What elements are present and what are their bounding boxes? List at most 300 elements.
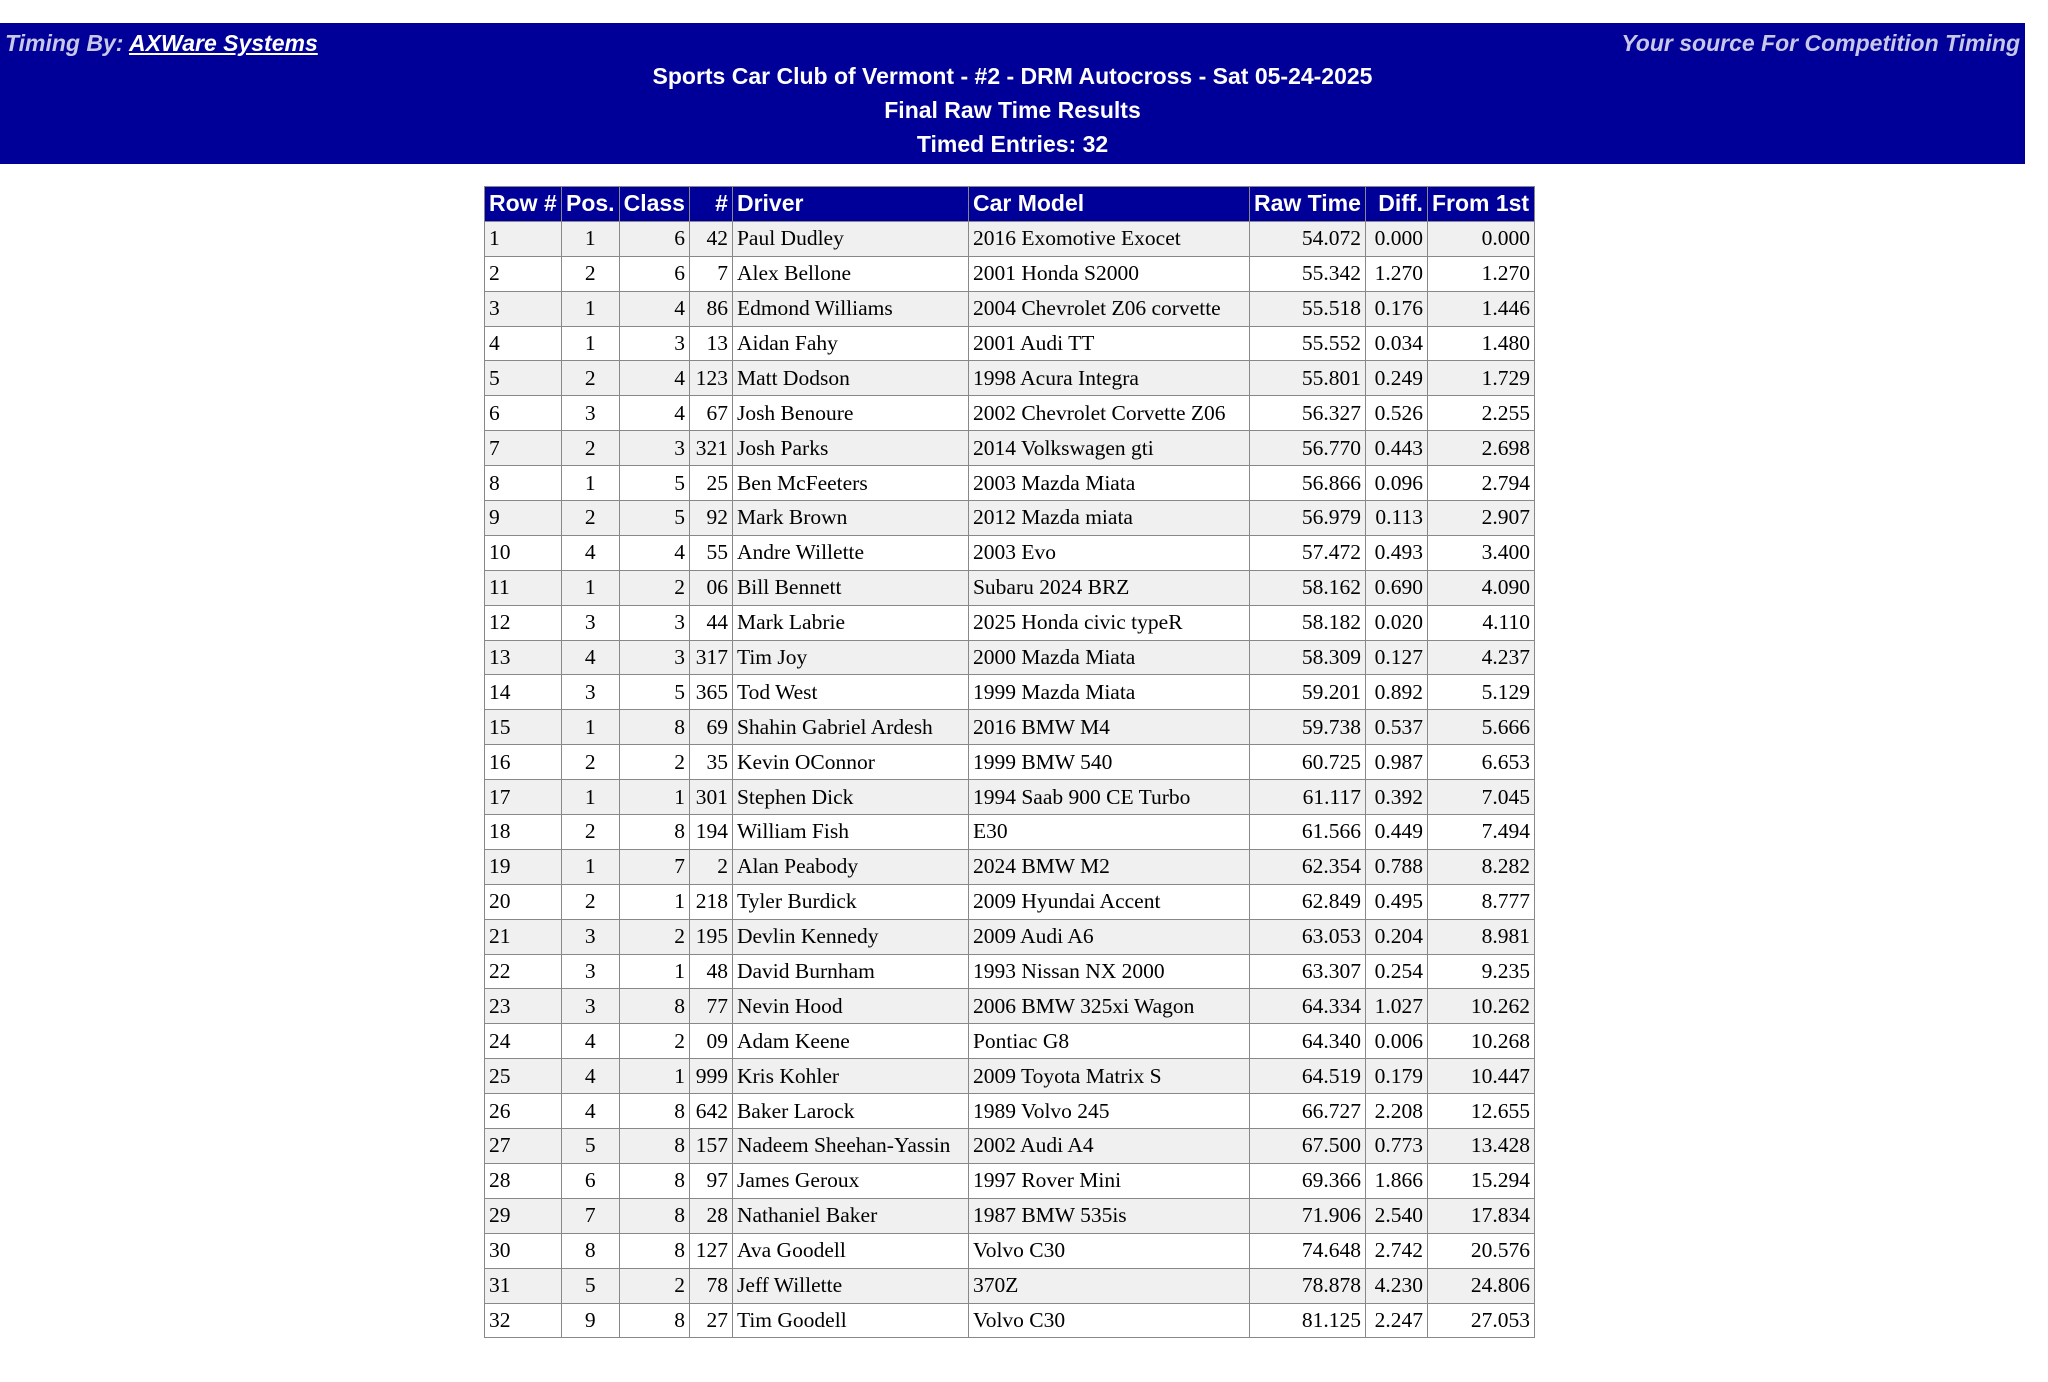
table-row <box>485 780 1535 815</box>
col-driver: Driver <box>732 187 968 222</box>
class-cell: 2 <box>619 1268 689 1303</box>
class-cell: 8 <box>619 815 689 850</box>
table-row <box>485 1268 1535 1303</box>
class-cell: 8 <box>619 989 689 1024</box>
class-cell: 5 <box>619 466 689 501</box>
col-number: # <box>689 187 732 222</box>
driver-name-cell: Aidan Fahy <box>732 326 968 361</box>
row-number-cell: 1 <box>485 221 562 256</box>
from-first-cell: 1.480 <box>1427 326 1534 361</box>
position-cell: 1 <box>562 570 620 605</box>
position-cell: 4 <box>562 1024 620 1059</box>
diff-cell: 0.034 <box>1365 326 1427 361</box>
car-model-cell: 2016 BMW M4 <box>968 710 1249 745</box>
car-number-cell: 55 <box>689 535 732 570</box>
col-pos: Pos. <box>562 187 620 222</box>
results-table <box>484 186 1535 1338</box>
raw-time-cell: 67.500 <box>1249 1129 1365 1164</box>
table-row <box>485 535 1535 570</box>
driver-name-cell: Tod West <box>732 675 968 710</box>
car-number-cell: 06 <box>689 570 732 605</box>
tagline: Your source For Competition Timing <box>1621 30 2020 56</box>
car-number-cell: 127 <box>689 1233 732 1268</box>
row-number-cell: 28 <box>485 1163 562 1198</box>
position-cell: 7 <box>562 1198 620 1233</box>
table-row <box>485 1024 1535 1059</box>
car-number-cell: 194 <box>689 815 732 850</box>
car-number-cell: 7 <box>689 256 732 291</box>
car-model-cell: 2003 Mazda Miata <box>968 466 1249 501</box>
position-cell: 1 <box>562 326 620 361</box>
raw-time-cell: 64.519 <box>1249 1059 1365 1094</box>
raw-time-cell: 62.354 <box>1249 849 1365 884</box>
raw-time-cell: 58.162 <box>1249 570 1365 605</box>
driver-name-cell: Jeff Willette <box>732 1268 968 1303</box>
position-cell: 2 <box>562 815 620 850</box>
car-number-cell: 301 <box>689 780 732 815</box>
driver-name-cell: Nathaniel Baker <box>732 1198 968 1233</box>
row-number-cell: 25 <box>485 1059 562 1094</box>
car-model-cell: 2009 Audi A6 <box>968 919 1249 954</box>
position-cell: 2 <box>562 361 620 396</box>
table-row <box>485 954 1535 989</box>
raw-time-cell: 61.566 <box>1249 815 1365 850</box>
raw-time-cell: 58.309 <box>1249 640 1365 675</box>
from-first-cell: 8.282 <box>1427 849 1534 884</box>
diff-cell: 0.000 <box>1365 221 1427 256</box>
class-cell: 4 <box>619 291 689 326</box>
car-number-cell: 35 <box>689 745 732 780</box>
position-cell: 1 <box>562 291 620 326</box>
position-cell: 4 <box>562 1059 620 1094</box>
position-cell: 4 <box>562 640 620 675</box>
class-cell: 6 <box>619 256 689 291</box>
car-number-cell: 28 <box>689 1198 732 1233</box>
from-first-cell: 1.729 <box>1427 361 1534 396</box>
driver-name-cell: Kevin OConnor <box>732 745 968 780</box>
position-cell: 5 <box>562 1268 620 1303</box>
car-model-cell: Volvo C30 <box>968 1233 1249 1268</box>
driver-name-cell: Alan Peabody <box>732 849 968 884</box>
driver-name-cell: Adam Keene <box>732 1024 968 1059</box>
position-cell: 3 <box>562 396 620 431</box>
car-model-cell: E30 <box>968 815 1249 850</box>
diff-cell: 1.027 <box>1365 989 1427 1024</box>
row-number-cell: 30 <box>485 1233 562 1268</box>
car-model-cell: 1994 Saab 900 CE Turbo <box>968 780 1249 815</box>
row-number-cell: 3 <box>485 291 562 326</box>
car-number-cell: 321 <box>689 431 732 466</box>
car-model-cell: 2016 Exomotive Exocet <box>968 221 1249 256</box>
table-row <box>485 1303 1535 1338</box>
car-model-cell: 2012 Mazda miata <box>968 501 1249 536</box>
row-number-cell: 29 <box>485 1198 562 1233</box>
car-model-cell: 2000 Mazda Miata <box>968 640 1249 675</box>
diff-cell: 0.113 <box>1365 501 1427 536</box>
position-cell: 4 <box>562 535 620 570</box>
car-number-cell: 48 <box>689 954 732 989</box>
class-cell: 8 <box>619 1303 689 1338</box>
row-number-cell: 15 <box>485 710 562 745</box>
raw-time-cell: 55.342 <box>1249 256 1365 291</box>
driver-name-cell: Edmond Williams <box>732 291 968 326</box>
car-model-cell: 2014 Volkswagen gti <box>968 431 1249 466</box>
car-model-cell: 1999 Mazda Miata <box>968 675 1249 710</box>
table-row <box>485 745 1535 780</box>
from-first-cell: 4.090 <box>1427 570 1534 605</box>
row-number-cell: 17 <box>485 780 562 815</box>
car-number-cell: 67 <box>689 396 732 431</box>
table-row <box>485 501 1535 536</box>
car-number-cell: 86 <box>689 291 732 326</box>
driver-name-cell: Mark Labrie <box>732 605 968 640</box>
diff-cell: 0.987 <box>1365 745 1427 780</box>
from-first-cell: 2.794 <box>1427 466 1534 501</box>
table-row <box>485 640 1535 675</box>
car-model-cell: 1998 Acura Integra <box>968 361 1249 396</box>
class-cell: 2 <box>619 570 689 605</box>
from-first-cell: 27.053 <box>1427 1303 1534 1338</box>
timing-prefix: Timing By: <box>5 30 124 56</box>
raw-time-cell: 63.053 <box>1249 919 1365 954</box>
from-first-cell: 1.270 <box>1427 256 1534 291</box>
col-from-first: From 1st <box>1427 187 1534 222</box>
row-number-cell: 12 <box>485 605 562 640</box>
position-cell: 3 <box>562 675 620 710</box>
table-row <box>485 1059 1535 1094</box>
car-model-cell: 2001 Audi TT <box>968 326 1249 361</box>
from-first-cell: 5.129 <box>1427 675 1534 710</box>
from-first-cell: 2.698 <box>1427 431 1534 466</box>
diff-cell: 0.006 <box>1365 1024 1427 1059</box>
from-first-cell: 4.237 <box>1427 640 1534 675</box>
col-car-model: Car Model <box>968 187 1249 222</box>
table-row <box>485 849 1535 884</box>
driver-name-cell: Paul Dudley <box>732 221 968 256</box>
row-number-cell: 10 <box>485 535 562 570</box>
position-cell: 8 <box>562 1233 620 1268</box>
table-row <box>485 291 1535 326</box>
class-cell: 4 <box>619 361 689 396</box>
position-cell: 1 <box>562 780 620 815</box>
class-cell: 6 <box>619 221 689 256</box>
raw-time-cell: 64.334 <box>1249 989 1365 1024</box>
raw-time-cell: 55.518 <box>1249 291 1365 326</box>
event-title: Sports Car Club of Vermont - #2 - DRM Autocross - Sat 05-24-2025 <box>652 63 1373 89</box>
diff-cell: 0.449 <box>1365 815 1427 850</box>
driver-name-cell: David Burnham <box>732 954 968 989</box>
driver-name-cell: Shahin Gabriel Ardesh <box>732 710 968 745</box>
table-row <box>485 919 1535 954</box>
class-cell: 7 <box>619 849 689 884</box>
class-cell: 2 <box>619 919 689 954</box>
table-row <box>485 1094 1535 1129</box>
table-row <box>485 605 1535 640</box>
row-number-cell: 4 <box>485 326 562 361</box>
table-row <box>485 431 1535 466</box>
car-model-cell: 2002 Chevrolet Corvette Z06 <box>968 396 1249 431</box>
axware-link[interactable]: AXWare Systems <box>128 30 318 56</box>
car-number-cell: 25 <box>689 466 732 501</box>
car-number-cell: 642 <box>689 1094 732 1129</box>
driver-name-cell: William Fish <box>732 815 968 850</box>
raw-time-cell: 74.648 <box>1249 1233 1365 1268</box>
diff-cell: 0.096 <box>1365 466 1427 501</box>
row-number-cell: 16 <box>485 745 562 780</box>
raw-time-cell: 60.725 <box>1249 745 1365 780</box>
timing-by <box>5 28 318 58</box>
from-first-cell: 2.907 <box>1427 501 1534 536</box>
driver-name-cell: Tim Goodell <box>732 1303 968 1338</box>
results-subtitle: Final Raw Time Results <box>884 97 1141 123</box>
class-cell: 2 <box>619 745 689 780</box>
results-body <box>485 221 1535 1338</box>
col-raw-time: Raw Time <box>1249 187 1365 222</box>
position-cell: 3 <box>562 605 620 640</box>
table-row <box>485 570 1535 605</box>
table-row <box>485 1198 1535 1233</box>
position-cell: 3 <box>562 989 620 1024</box>
class-cell: 4 <box>619 396 689 431</box>
table-row <box>485 675 1535 710</box>
table-row <box>485 710 1535 745</box>
table-row <box>485 1129 1535 1164</box>
driver-name-cell: Ben McFeeters <box>732 466 968 501</box>
from-first-cell: 1.446 <box>1427 291 1534 326</box>
row-number-cell: 27 <box>485 1129 562 1164</box>
from-first-cell: 15.294 <box>1427 1163 1534 1198</box>
diff-cell: 1.866 <box>1365 1163 1427 1198</box>
table-row <box>485 256 1535 291</box>
table-row <box>485 326 1535 361</box>
driver-name-cell: Matt Dodson <box>732 361 968 396</box>
position-cell: 1 <box>562 849 620 884</box>
diff-cell: 0.392 <box>1365 780 1427 815</box>
driver-name-cell: Bill Bennett <box>732 570 968 605</box>
driver-name-cell: Stephen Dick <box>732 780 968 815</box>
class-cell: 8 <box>619 1233 689 1268</box>
row-number-cell: 19 <box>485 849 562 884</box>
table-row <box>485 466 1535 501</box>
car-model-cell: Pontiac G8 <box>968 1024 1249 1059</box>
car-model-cell: 1999 BMW 540 <box>968 745 1249 780</box>
car-model-cell: Volvo C30 <box>968 1303 1249 1338</box>
position-cell: 2 <box>562 745 620 780</box>
diff-cell: 0.020 <box>1365 605 1427 640</box>
raw-time-cell: 58.182 <box>1249 605 1365 640</box>
table-row <box>485 884 1535 919</box>
position-cell: 6 <box>562 1163 620 1198</box>
car-model-cell: 1993 Nissan NX 2000 <box>968 954 1249 989</box>
driver-name-cell: Mark Brown <box>732 501 968 536</box>
from-first-cell: 2.255 <box>1427 396 1534 431</box>
diff-cell: 0.443 <box>1365 431 1427 466</box>
car-model-cell: 1987 BMW 535is <box>968 1198 1249 1233</box>
header-banner <box>0 23 2025 164</box>
table-row <box>485 396 1535 431</box>
driver-name-cell: James Geroux <box>732 1163 968 1198</box>
diff-cell: 1.270 <box>1365 256 1427 291</box>
car-model-cell: 2025 Honda civic typeR <box>968 605 1249 640</box>
table-row <box>485 1163 1535 1198</box>
from-first-cell: 3.400 <box>1427 535 1534 570</box>
position-cell: 1 <box>562 221 620 256</box>
raw-time-cell: 59.201 <box>1249 675 1365 710</box>
row-number-cell: 22 <box>485 954 562 989</box>
car-number-cell: 92 <box>689 501 732 536</box>
from-first-cell: 10.447 <box>1427 1059 1534 1094</box>
raw-time-cell: 57.472 <box>1249 535 1365 570</box>
table-row <box>485 361 1535 396</box>
car-number-cell: 69 <box>689 710 732 745</box>
diff-cell: 0.176 <box>1365 291 1427 326</box>
table-row <box>485 1233 1535 1268</box>
driver-name-cell: Devlin Kennedy <box>732 919 968 954</box>
from-first-cell: 10.268 <box>1427 1024 1534 1059</box>
from-first-cell: 10.262 <box>1427 989 1534 1024</box>
raw-time-cell: 71.906 <box>1249 1198 1365 1233</box>
class-cell: 1 <box>619 1059 689 1094</box>
car-model-cell: 2009 Toyota Matrix S <box>968 1059 1249 1094</box>
raw-time-cell: 55.552 <box>1249 326 1365 361</box>
car-number-cell: 44 <box>689 605 732 640</box>
timed-entries: Timed Entries: 32 <box>916 131 1109 157</box>
from-first-cell: 0.000 <box>1427 221 1534 256</box>
car-number-cell: 365 <box>689 675 732 710</box>
row-number-cell: 5 <box>485 361 562 396</box>
raw-time-cell: 81.125 <box>1249 1303 1365 1338</box>
car-model-cell: 2006 BMW 325xi Wagon <box>968 989 1249 1024</box>
car-number-cell: 42 <box>689 221 732 256</box>
driver-name-cell: Nadeem Sheehan-Yassin <box>732 1129 968 1164</box>
car-model-cell: 2001 Honda S2000 <box>968 256 1249 291</box>
from-first-cell: 6.653 <box>1427 745 1534 780</box>
car-model-cell: Subaru 2024 BRZ <box>968 570 1249 605</box>
car-number-cell: 317 <box>689 640 732 675</box>
position-cell: 2 <box>562 431 620 466</box>
position-cell: 2 <box>562 256 620 291</box>
car-model-cell: 370Z <box>968 1268 1249 1303</box>
row-number-cell: 13 <box>485 640 562 675</box>
class-cell: 3 <box>619 640 689 675</box>
driver-name-cell: Alex Bellone <box>732 256 968 291</box>
class-cell: 3 <box>619 431 689 466</box>
raw-time-cell: 56.327 <box>1249 396 1365 431</box>
raw-time-cell: 62.849 <box>1249 884 1365 919</box>
car-number-cell: 999 <box>689 1059 732 1094</box>
car-number-cell: 123 <box>689 361 732 396</box>
from-first-cell: 9.235 <box>1427 954 1534 989</box>
raw-time-cell: 56.770 <box>1249 431 1365 466</box>
row-number-cell: 2 <box>485 256 562 291</box>
from-first-cell: 17.834 <box>1427 1198 1534 1233</box>
driver-name-cell: Tim Joy <box>732 640 968 675</box>
raw-time-cell: 56.866 <box>1249 466 1365 501</box>
from-first-cell: 8.981 <box>1427 919 1534 954</box>
diff-cell: 0.493 <box>1365 535 1427 570</box>
table-header-row <box>485 187 1535 222</box>
class-cell: 8 <box>619 1163 689 1198</box>
driver-name-cell: Andre Willette <box>732 535 968 570</box>
row-number-cell: 20 <box>485 884 562 919</box>
row-number-cell: 23 <box>485 989 562 1024</box>
car-number-cell: 195 <box>689 919 732 954</box>
table-row <box>485 989 1535 1024</box>
class-cell: 8 <box>619 1198 689 1233</box>
diff-cell: 2.208 <box>1365 1094 1427 1129</box>
col-row: Row # <box>485 187 562 222</box>
driver-name-cell: Kris Kohler <box>732 1059 968 1094</box>
col-diff: Diff. <box>1365 187 1427 222</box>
class-cell: 4 <box>619 535 689 570</box>
row-number-cell: 32 <box>485 1303 562 1338</box>
row-number-cell: 14 <box>485 675 562 710</box>
car-number-cell: 2 <box>689 849 732 884</box>
from-first-cell: 7.494 <box>1427 815 1534 850</box>
raw-time-cell: 64.340 <box>1249 1024 1365 1059</box>
class-cell: 8 <box>619 710 689 745</box>
position-cell: 2 <box>562 884 620 919</box>
car-model-cell: 2009 Hyundai Accent <box>968 884 1249 919</box>
position-cell: 9 <box>562 1303 620 1338</box>
car-number-cell: 77 <box>689 989 732 1024</box>
car-number-cell: 78 <box>689 1268 732 1303</box>
class-cell: 1 <box>619 780 689 815</box>
driver-name-cell: Ava Goodell <box>732 1233 968 1268</box>
car-number-cell: 97 <box>689 1163 732 1198</box>
diff-cell: 0.127 <box>1365 640 1427 675</box>
position-cell: 5 <box>562 1129 620 1164</box>
row-number-cell: 21 <box>485 919 562 954</box>
diff-cell: 0.892 <box>1365 675 1427 710</box>
driver-name-cell: Tyler Burdick <box>732 884 968 919</box>
car-number-cell: 27 <box>689 1303 732 1338</box>
diff-cell: 2.742 <box>1365 1233 1427 1268</box>
from-first-cell: 20.576 <box>1427 1233 1534 1268</box>
diff-cell: 0.537 <box>1365 710 1427 745</box>
raw-time-cell: 55.801 <box>1249 361 1365 396</box>
diff-cell: 0.204 <box>1365 919 1427 954</box>
position-cell: 2 <box>562 501 620 536</box>
row-number-cell: 8 <box>485 466 562 501</box>
raw-time-cell: 69.366 <box>1249 1163 1365 1198</box>
car-number-cell: 157 <box>689 1129 732 1164</box>
car-number-cell: 13 <box>689 326 732 361</box>
driver-name-cell: Baker Larock <box>732 1094 968 1129</box>
row-number-cell: 24 <box>485 1024 562 1059</box>
diff-cell: 0.773 <box>1365 1129 1427 1164</box>
raw-time-cell: 61.117 <box>1249 780 1365 815</box>
raw-time-cell: 66.727 <box>1249 1094 1365 1129</box>
diff-cell: 0.254 <box>1365 954 1427 989</box>
class-cell: 8 <box>619 1129 689 1164</box>
from-first-cell: 4.110 <box>1427 605 1534 640</box>
row-number-cell: 26 <box>485 1094 562 1129</box>
car-model-cell: 1997 Rover Mini <box>968 1163 1249 1198</box>
driver-name-cell: Nevin Hood <box>732 989 968 1024</box>
raw-time-cell: 54.072 <box>1249 221 1365 256</box>
row-number-cell: 7 <box>485 431 562 466</box>
diff-cell: 2.247 <box>1365 1303 1427 1338</box>
position-cell: 1 <box>562 466 620 501</box>
position-cell: 4 <box>562 1094 620 1129</box>
car-model-cell: 2024 BMW M2 <box>968 849 1249 884</box>
class-cell: 5 <box>619 501 689 536</box>
class-cell: 1 <box>619 954 689 989</box>
class-cell: 8 <box>619 1094 689 1129</box>
from-first-cell: 24.806 <box>1427 1268 1534 1303</box>
diff-cell: 4.230 <box>1365 1268 1427 1303</box>
